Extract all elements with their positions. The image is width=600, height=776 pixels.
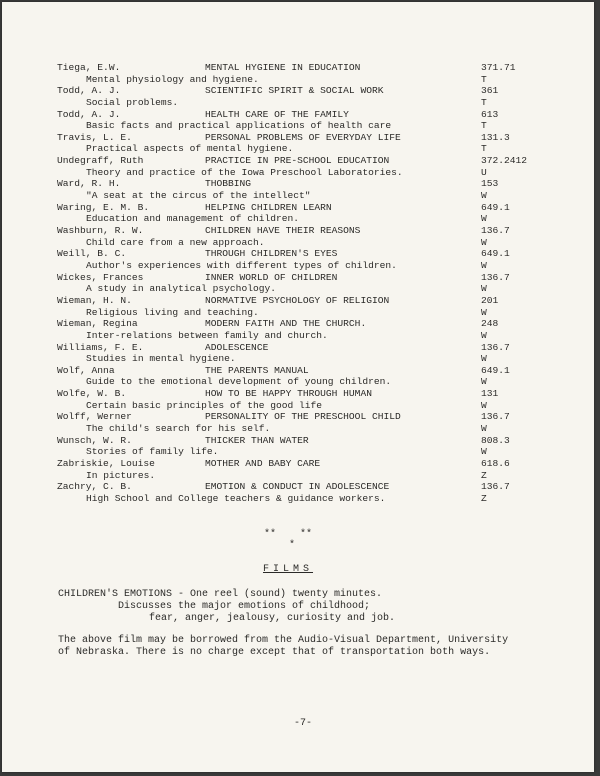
bibliography-list [57,62,557,505]
entry-author: Zachry, C. B. [57,481,132,493]
entry-description: Guide to the emotional development of young children. [86,376,392,388]
entry-call-number: 808.3 [481,434,510,446]
entry-call-number: 361 [481,85,499,97]
entry-author: Ward, R. H. [57,178,121,190]
entry-call-number: 153 [481,178,499,190]
entry-title: MOTHER AND BABY CARE [205,458,321,470]
entry-description: Studies in mental hygiene. [86,353,236,365]
entry-description: Certain basic principles of the good life [86,399,323,411]
entry-description: Author's experiences with different types of children. [86,259,397,271]
bibliography-entry [57,295,557,318]
entry-location-code: Z [481,492,487,504]
entry-location-code: W [481,213,487,225]
film-title-line: CHILDREN'S EMOTIONS - One reel (sound) twenty minutes. [58,589,383,600]
separator-star: * [289,540,296,551]
entry-call-number: 136.7 [481,411,510,423]
entry-location-code: U [481,166,487,178]
borrow-note [58,635,508,659]
bibliography-entry [57,178,557,201]
entry-title: NORMATIVE PSYCHOLOGY OF RELIGION [205,294,390,306]
entry-author: Wolff, Werner [57,411,132,423]
entry-location-code: W [481,236,487,248]
entry-description: "A seat at the circus of the intellect" [86,190,311,202]
entry-author: Todd, A. J. [57,108,121,120]
entry-call-number: 649.1 [481,248,510,260]
film-entry [58,589,395,625]
note-line: of Nebraska. There is no charge except that of transportation both ways. [58,647,491,658]
entry-author: Undegraff, Ruth [57,155,144,167]
entry-call-number: 136.7 [481,481,510,493]
bibliography-entry [57,481,557,504]
entry-author: Zabriskie, Louise [57,458,155,470]
entry-location-code: W [481,423,487,435]
entry-author: Waring, E. M. B. [57,201,150,213]
entry-title: ADOLESCENCE [205,341,269,353]
entry-call-number: 136.7 [481,225,510,237]
entry-description: Stories of family life. [86,446,219,458]
entry-call-number: 136.7 [481,271,510,283]
bibliography-entry [57,202,557,225]
entry-location-code: W [481,306,487,318]
entry-location-code: T [481,143,487,155]
entry-title: THOBBING [205,178,252,190]
page-number: -7- [294,718,313,729]
entry-author: Tiega, E.W. [57,62,121,73]
entry-title: HOW TO BE HAPPY THROUGH HUMAN [205,388,372,400]
entry-call-number: 131 [481,388,499,400]
entry-title: INNER WORLD OF CHILDREN [205,271,338,283]
entry-location-code: W [481,446,487,458]
entry-call-number: 649.1 [481,364,510,376]
entry-title: HEALTH CARE OF THE FAMILY [205,108,349,120]
entry-call-number: 136.7 [481,341,510,353]
bibliography-entry [57,342,557,365]
entry-description: Social problems. [86,96,179,108]
entry-title: PERSONALITY OF THE PRESCHOOL CHILD [205,411,401,423]
entry-description: Theory and practice of the Iowa Preschool Laboratories. [86,166,403,178]
bibliography-entry [57,435,557,458]
entry-author: Weill, B. C. [57,248,127,260]
entry-location-code: W [481,259,487,271]
entry-location-code: W [481,283,487,295]
bibliography-entry [57,272,557,295]
entry-location-code: Z [481,469,487,481]
entry-description: Inter-relations between family and church. [86,329,328,341]
entry-title: MODERN FAITH AND THE CHURCH. [205,318,367,330]
entry-author: Wolfe, W. B. [57,388,127,400]
entry-call-number: 372.2412 [481,155,528,167]
entry-location-code: W [481,353,487,365]
entry-location-code: T [481,73,487,85]
entry-title: PERSONAL PROBLEMS OF EVERYDAY LIFE [205,131,401,143]
film-desc-line: Discusses the major emotions of childhood; [118,601,371,612]
entry-author: Wickes, Frances [57,271,144,283]
entry-description: Education and management of children. [86,213,300,225]
entry-title: THROUGH CHILDREN'S EYES [205,248,338,260]
entry-location-code: W [481,329,487,341]
entry-author: Todd, A. J. [57,85,121,97]
films-heading: FILMS [263,564,314,575]
entry-author: Wieman, H. N. [57,294,132,306]
entry-title: HELPING CHILDREN LEARN [205,201,332,213]
entry-location-code: T [481,96,487,108]
bibliography-entry [57,365,557,388]
entry-description: A study in analytical psychology. [86,283,276,295]
entry-call-number: 649.1 [481,201,510,213]
entry-author: Wieman, Regina [57,318,138,330]
entry-description: High School and College teachers & guidance workers. [86,492,386,504]
bibliography-entry [57,85,557,108]
entry-call-number: 613 [481,108,499,120]
entry-title: SCIENTIFIC SPIRIT & SOCIAL WORK [205,85,384,97]
entry-location-code: W [481,190,487,202]
entry-title: EMOTION & CONDUCT IN ADOLESCENCE [205,481,390,493]
entry-title: PRACTICE IN PRE-SCHOOL EDUCATION [205,155,390,167]
bibliography-entry [57,109,557,132]
entry-title: MENTAL HYGIENE IN EDUCATION [205,62,361,73]
entry-call-number: 248 [481,318,499,330]
bibliography-entry [57,458,557,481]
entry-author: Wolf, Anna [57,364,115,376]
entry-call-number: 131.3 [481,131,510,143]
entry-title: CHILDREN HAVE THEIR REASONS [205,225,361,237]
bibliography-entry [57,155,557,178]
bibliography-entry [57,225,557,248]
bibliography-entry [57,388,557,411]
entry-title: THICKER THAN WATER [205,434,309,446]
entry-call-number: 618.6 [481,458,510,470]
entry-description: Practical aspects of mental hygiene. [86,143,294,155]
entry-location-code: W [481,376,487,388]
bibliography-entry [57,62,557,85]
film-desc-line: fear, anger, jealousy, curiosity and job. [149,613,396,624]
entry-author: Williams, F. E. [57,341,144,353]
entry-description: In pictures. [86,469,156,481]
document-page [2,2,594,772]
note-line: The above film may be borrowed from the Audio-Visual Department, University [58,635,509,646]
entry-call-number: 371.71 [481,62,516,73]
bibliography-entry [57,132,557,155]
entry-call-number: 201 [481,294,499,306]
bibliography-entry [57,318,557,341]
entry-title: THE PARENTS MANUAL [205,364,309,376]
entry-location-code: W [481,399,487,411]
bibliography-entry [57,248,557,271]
entry-author: Wunsch, W. R. [57,434,132,446]
entry-description: Religious living and teaching. [86,306,259,318]
entry-description: Basic facts and practical applications of health care [86,120,392,132]
separator-stars: ** ** [264,529,313,540]
entry-description: Mental physiology and hygiene. [86,73,259,85]
entry-author: Travis, L. E. [57,131,132,143]
entry-location-code: T [481,120,487,132]
entry-description: Child care from a new approach. [86,236,265,248]
entry-description: The child's search for his self. [86,423,271,435]
bibliography-entry [57,411,557,434]
entry-author: Washburn, R. W. [57,225,144,237]
